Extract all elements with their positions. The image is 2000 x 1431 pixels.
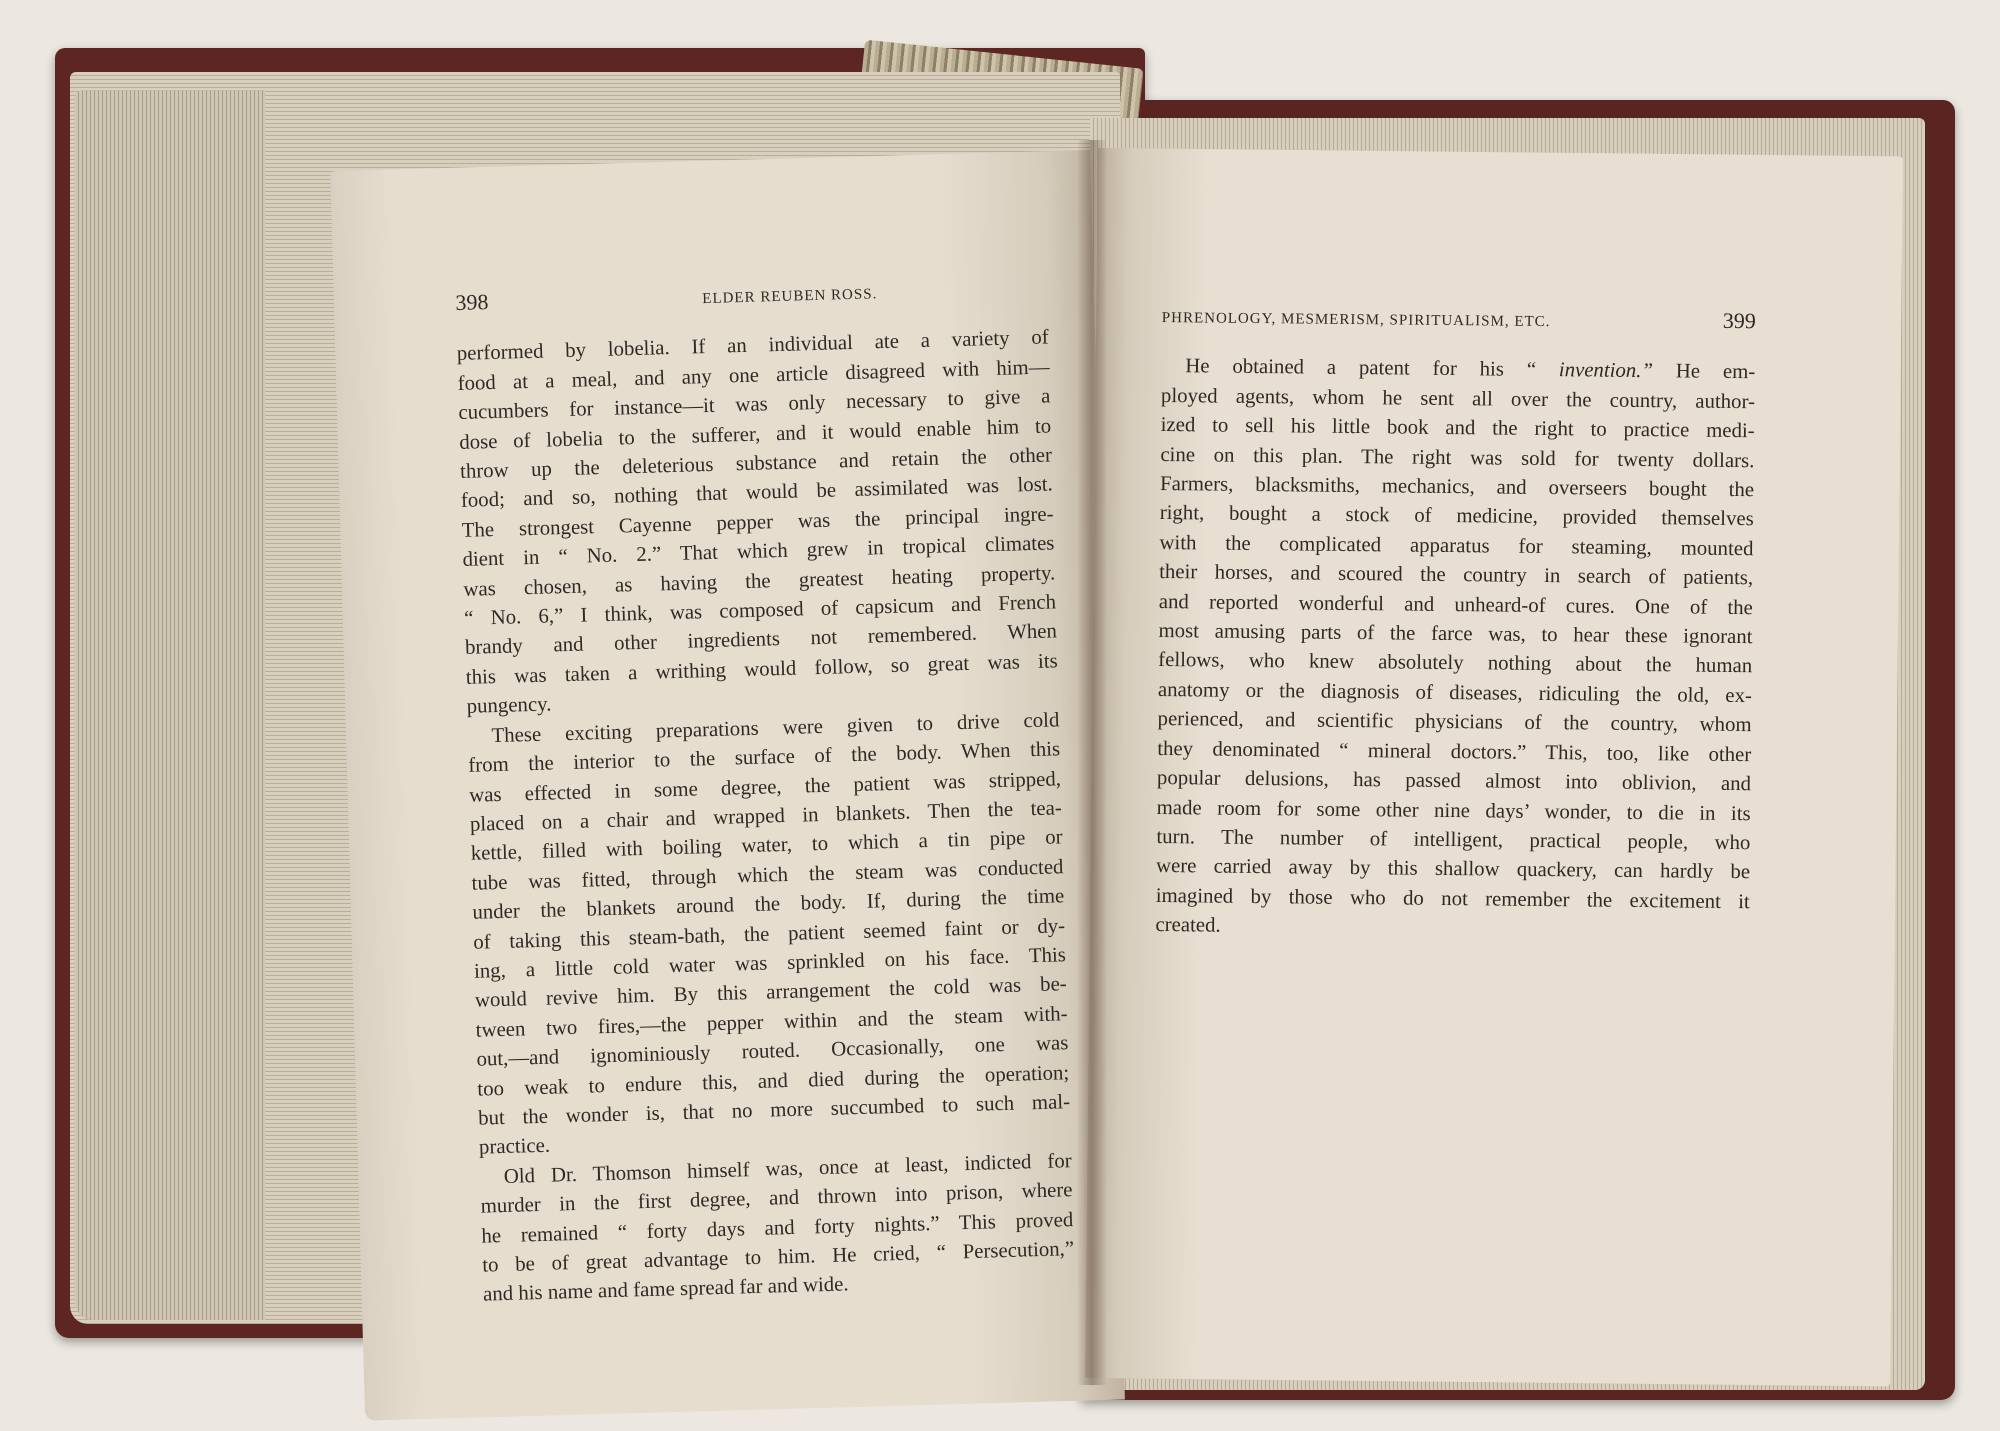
text-line: to be of great advantage to him. He cried, “ Persecution,” [481, 1237, 1075, 1277]
text-line: turn. The number of intelligent, practical people, who [1156, 824, 1751, 855]
text-line: popular delusions, has passed almost into oblivion, and [1156, 766, 1752, 796]
text-line: and reported wonderful and unheard-of cures. One of the [1158, 589, 1753, 619]
text-line: food at a meal, and any one article disagreed with him— [457, 355, 1050, 395]
text-line: was chosen, as having the greatest heating property. [463, 561, 1056, 601]
text-line: brandy and other ingredients not remembered. When [464, 619, 1058, 660]
text-line: ing, a little cold water was sprinkled on his face. This [473, 943, 1067, 983]
text-line: cucumbers for instance—it was only necessary to give a [458, 384, 1051, 425]
text-line: food; and so, nothing that would be assimilated was lost. [460, 472, 1054, 513]
text-line: Farmers, blacksmiths, mechanics, and overseers bought the [1159, 472, 1755, 502]
text-line: out,—and ignominiously routed. Occasionally, one was [476, 1031, 1069, 1071]
text-line: murder in the first degree, and thrown into prison, where [480, 1178, 1073, 1218]
text-line: under the blankets around the body. If, during the time [472, 884, 1065, 924]
text-line: The strongest Cayenne pepper was the principal ingre- [461, 502, 1054, 542]
text-line: performed by lobelia. If an individual ate a variety of [456, 325, 1049, 366]
text-line: tween two fires,—the pepper within and the steam with- [475, 1001, 1068, 1042]
left-page-text [455, 271, 1075, 1309]
text-line: placed on a chair and wrapped in blankets. Then the tea- [469, 796, 1063, 836]
text-line: right, bought a stock of medicine, provided themselves [1159, 501, 1754, 531]
text-line: but the wonder is, that no more succumbed to such mal- [477, 1090, 1071, 1130]
text-line: too weak to endure this, and died during the operation; [477, 1060, 1070, 1101]
text-line: this was taken a writhing would follow, so great was its [465, 649, 1058, 689]
text-line: practice. [478, 1134, 551, 1160]
text-line: anatomy or the diagnosis of diseases, ridiculing the old, ex- [1157, 677, 1753, 708]
text-line: most amusing parts of the farce was, to hear these ignorant [1158, 619, 1753, 649]
text-line: “ No. 6,” I think, was composed of capsicum and French [463, 590, 1057, 630]
right-running-header [1162, 300, 1756, 340]
text-line: cine on this plan. The right was sold for twenty dollars. [1160, 442, 1755, 472]
text-line: and his name and fame spread far and wide. [482, 1272, 849, 1307]
text-fragment: He em- [1652, 359, 1756, 384]
text-line: made room for some other nine days’ wonder, to die in its [1156, 795, 1751, 825]
text-fragment: He obtained a patent for his “ [1185, 354, 1559, 382]
text-line: throw up the deleterious substance and retain the other [459, 443, 1053, 483]
left-fore-edge [75, 90, 265, 1320]
text-line: from the interior to the surface of the body. When this [468, 737, 1061, 777]
italic-word: invention.” [1558, 358, 1654, 383]
text-line: kettle, filled with boiling water, to which a tin pipe or [470, 825, 1063, 866]
text-line: dose of lobelia to the sufferer, and it would enable him to [458, 414, 1052, 454]
page-number-left: 398 [455, 289, 489, 315]
text-line: of taking this steam-bath, the patient seemed faint or dy- [472, 913, 1066, 954]
page-number-right: 399 [1722, 307, 1756, 334]
text-line: he remained “ forty days and forty nights.” This proved [481, 1207, 1074, 1248]
text-line: imagined by those who do not remember the excitement it [1155, 883, 1750, 913]
text-line: pungency. [466, 692, 552, 719]
text-line: tube was fitted, through which the steam was conducted [471, 854, 1064, 895]
text-line: their horses, and scoured the country in search of patients, [1159, 560, 1754, 590]
text-line: perienced, and scientific physicians of the country, whom [1157, 707, 1752, 737]
gutter-shadow [1078, 140, 1106, 1385]
text-line: These exciting preparations were given to drive cold [491, 707, 1060, 747]
text-line: dient in “ No. 2.” That which grew in tropical climates [462, 531, 1055, 572]
right-page-text [1155, 300, 1756, 946]
text-line: they denominated “ mineral doctors.” This, too, like other [1157, 736, 1752, 766]
text-line: would revive him. By this arrangement the cold was be- [474, 972, 1067, 1013]
text-line: with the complicated apparatus for steaming, mounted [1159, 530, 1754, 561]
text-line: fellows, who knew absolutely nothing about the human [1158, 648, 1753, 678]
text-line: were carried away by this shallow quackery, can hardly be [1155, 854, 1751, 884]
text-line: Old Dr. Thomson himself was, once at least, indicted for [503, 1148, 1072, 1188]
text-line: ployed agents, whom he sent all over the country, author- [1160, 383, 1756, 414]
running-head-left: ELDER REUBEN ROSS. [702, 286, 878, 308]
text-line: ized to sell his little book and the right to practice medi- [1160, 413, 1755, 443]
text-line: was effected in some degree, the patient was stripped, [468, 766, 1062, 807]
text-line: created. [1155, 913, 1221, 937]
running-head-right: PHRENOLOGY, MESMERISM, SPIRITUALISM, ETC. [1161, 309, 1551, 331]
